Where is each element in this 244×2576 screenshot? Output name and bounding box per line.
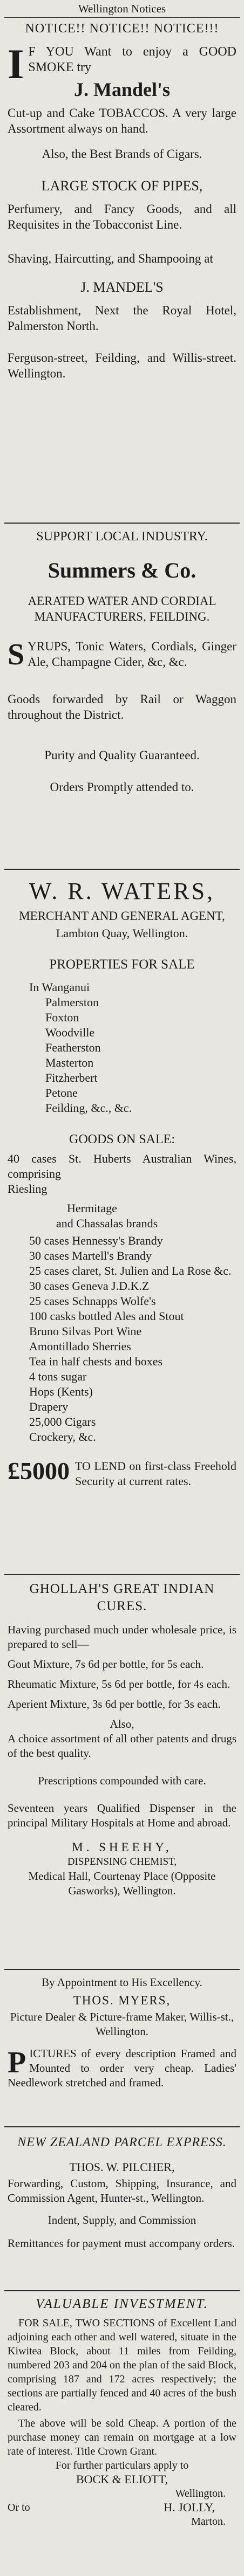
support-banner: SUPPORT LOCAL INDUSTRY.	[36, 530, 208, 544]
property-item: Woodville	[45, 1026, 95, 1039]
notice-banner: NOTICE!! NOTICE!! NOTICE!!!	[25, 22, 219, 36]
goods-chassalas: and Chassalas brands	[56, 1217, 158, 1230]
myers-pictures	[8, 2046, 236, 2090]
ghollah-assortment: A choice assortment of all other patents and drugs of the best quality.	[8, 1732, 236, 1760]
ghollah-intro: Having purchased much under wholesale price, is prepared to sell—	[8, 1623, 236, 1651]
aperient-mixture: Aperient Mixture, 3s 6d per bottle, for 3s each.	[8, 1698, 221, 1711]
summers-syrups	[8, 638, 236, 670]
property-item: Masterton	[45, 1056, 94, 1069]
myers-trade: Picture Dealer & Picture-frame Maker, Willis-st., Wellington.	[10, 2010, 234, 2038]
goods-item: 100 casks bottled Ales and Stout	[29, 1309, 184, 1323]
investment-advert	[4, 2296, 240, 2576]
summers-purity: Purity and Quality Guaranteed.	[44, 748, 200, 762]
property-item: Featherston	[45, 1041, 101, 1054]
waters-advert	[4, 878, 240, 1575]
ghollah-title: GHOLLAH'S GREAT INDIAN CURES.	[29, 1582, 215, 1613]
goods-item: Crockery, &c.	[29, 1430, 96, 1444]
property-item: Petone	[45, 1086, 78, 1100]
bock-eliott: BOCK & ELIOTT,	[76, 2472, 168, 2486]
goods-item: Hops (Kents)	[29, 1385, 93, 1398]
goods-hermitage: Hermitage	[67, 1201, 117, 1215]
jolly-town: Marton.	[191, 2516, 226, 2527]
drop-cap: P	[8, 2046, 26, 2079]
goods-item: 30 cases Martell's Brandy	[29, 1249, 152, 1262]
mandel-tobaccos: Cut-up and Cake TOBACCOS. A very large Assortment always on hand.	[8, 106, 236, 135]
or-to: Or to	[8, 2502, 30, 2513]
pilcher-trade: Forwarding, Custom, Shipping, Insurance, and Commission Agent, Hunter-st., Wellington.	[8, 2177, 236, 2204]
gout-mixture: Gout Mixture, 7s 6d per bottle, for 5s each.	[8, 1658, 204, 1671]
goods-item: 25 cases Schnapps Wolfe's	[29, 1294, 156, 1308]
summers-orders: Orders Promptly attended to.	[50, 780, 194, 794]
investment-apply: For further particulars apply to	[55, 2460, 189, 2471]
property-item: Foxton	[45, 1011, 79, 1024]
goods-item: 25 cases claret, St. Julien and La Rose &c.	[29, 1264, 232, 1277]
loan-amount: £5000	[8, 1457, 70, 1485]
properties-list	[8, 980, 236, 1116]
summers-goods: Goods forwarded by Rail or Waggon throughout the District.	[8, 692, 236, 722]
sheehy-name: M. SHEEHY,	[72, 1840, 172, 1854]
goods-item: 25,000 Cigars	[29, 1415, 96, 1428]
myers-pictures-text: ICTURES of every description Framed and Mounted to order very cheap. Ladies' Needlework stretched and framed.	[8, 2047, 236, 2089]
mandel-name-small: J. MANDEL'S	[80, 279, 164, 295]
mandel-address: Establishment, Next the Royal Hotel, Palmerston North.	[8, 304, 236, 333]
summers-name: Summers & Co.	[48, 558, 196, 582]
myers-appointment: By Appointment to His Excellency.	[42, 1976, 202, 1989]
myers-name: THOS. MYERS,	[73, 1994, 171, 2007]
investment-sections: FOR SALE, TWO SECTIONS of Excellent Land adjoining each other and well watered, situate in the Kiwitea Block, about 11 miles from Feilding, numbered 203 and 204 on the plan of the said Block, comprising 187 and 172 acres respectively; the sections are partially fenced and 40 acres of the bush cleared.	[8, 2317, 236, 2413]
loan-text: TO LEND on first-class Freehold Security at current rates.	[75, 1459, 236, 1488]
parcel-title: NEW ZEALAND PARCEL EXPRESS.	[17, 2135, 227, 2149]
ghollah-advert	[4, 1581, 240, 1970]
drop-cap: S	[8, 638, 25, 671]
drop-cap: I	[8, 40, 24, 87]
ghollah-also: Also,	[110, 1718, 134, 1730]
property-item: Palmerston	[45, 995, 99, 1009]
loan-block	[8, 1459, 236, 1489]
sheehy-title: DISPENSING CHEMIST,	[67, 1856, 177, 1867]
waters-name: W. R. WATERS,	[29, 878, 215, 904]
jolly-row	[8, 2501, 236, 2515]
goods-title: GOODS ON SALE:	[69, 1132, 175, 1146]
mandel-intro	[8, 40, 236, 87]
pilcher-name: THOS. W. PILCHER,	[69, 2160, 175, 2174]
waters-address: Lambton Quay, Wellington.	[56, 926, 188, 940]
summers-advert	[4, 529, 240, 870]
mandel-shaving: Shaving, Haircutting, and Shampooing at	[8, 252, 213, 265]
goods-item: Tea in half chests and boxes	[29, 1355, 163, 1368]
pilcher-indent: Indent, Supply, and Commission	[48, 2214, 196, 2227]
ghollah-prescriptions: Prescriptions compounded with care.	[38, 1774, 206, 1787]
goods-item: 4 tons sugar	[29, 1370, 87, 1383]
mandel-cigars: Also, the Best Brands of Cigars.	[42, 147, 202, 161]
properties-title: PROPERTIES FOR SALE	[49, 957, 195, 972]
page-title: Wellington Notices	[4, 0, 240, 18]
sheehy-address: Medical Hall, Courtenay Place (Opposite Gasworks), Wellington.	[28, 1870, 216, 1897]
mandel-perfumery: Perfumery, and Fancy Goods, and all Requisites in the Tobacconist Line.	[8, 202, 236, 231]
property-item: Feilding, &c., &c.	[45, 1101, 132, 1115]
mandel-branches: Ferguson-street, Feilding, and Willis-street. Wellington.	[8, 351, 236, 380]
summers-syrups-text: YRUPS, Tonic Waters, Cordials, Ginger Ale, Champagne Cider, &c, &c.	[28, 640, 236, 669]
mandel-advert	[4, 21, 240, 524]
goods-wines: 40 cases St. Huberts Australian Wines, comprising	[8, 1152, 236, 1180]
property-item: In Wanganui	[29, 980, 90, 994]
goods-item: 30 cases Geneva J.D.K.Z	[29, 1279, 150, 1293]
property-item: Fitzherbert	[45, 1071, 98, 1084]
goods-item: Bruno Silvas Port Wine	[29, 1324, 142, 1338]
investment-title: VALUABLE INVESTMENT.	[36, 2297, 208, 2311]
summers-trade: AERATED WATER AND CORDIAL MANUFACTURERS, FEILDING.	[28, 594, 216, 623]
myers-advert	[4, 1975, 240, 2127]
goods-list	[8, 1233, 236, 1445]
mandel-pipes: LARGE STOCK OF PIPES,	[41, 178, 203, 194]
bock-city: Wellington.	[175, 2488, 226, 2499]
investment-terms: The above will be sold Cheap. A portion of the purchase money can remain on mortgage at a low rate of interest. Title Crown Grant.	[8, 2417, 236, 2457]
pilcher-advert	[4, 2134, 240, 2291]
waters-title: MERCHANT AND GENERAL AGENT,	[19, 909, 225, 923]
goods-item: Drapery	[29, 1400, 69, 1413]
pilcher-remittances: Remittances for payment must accompany orders.	[8, 2237, 235, 2250]
rheumatic-mixture: Rheumatic Mixture, 5s 6d per bottle, for 4s each.	[8, 1678, 231, 1691]
notices-column	[4, 0, 240, 2576]
goods-riesling: Riesling	[8, 1182, 48, 1196]
ghollah-dispenser: Seventeen years Qualified Dispenser in the principal Military Hospitals at Home and abroad.	[8, 1802, 236, 1829]
mandel-name: J. Mandel's	[73, 79, 170, 100]
goods-item: 50 cases Hennessy's Brandy	[29, 1234, 163, 1247]
goods-item: Amontillado Sherries	[29, 1339, 131, 1353]
mandel-intro-text: F YOU Want to enjoy a GOOD SMOKE try	[28, 45, 236, 74]
jolly-name: H. JOLLY,	[164, 2501, 215, 2514]
